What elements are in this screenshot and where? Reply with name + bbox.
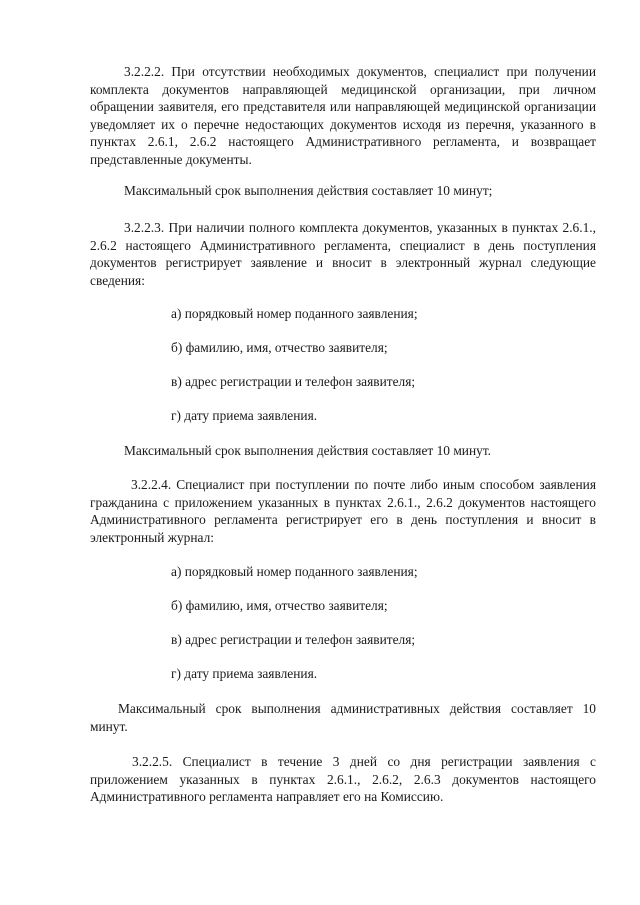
paragraph-3-2-2-2: 3.2.2.2. При отсутствии необходимых документов, специалист при получении комплекта документов направляющей медицинской организации, при личном обращении заявителя, его представителя или направляющей медицинской организации уведомляет их о перечне недостающих документов исходя из перечня, указанного в пунктах 2.6.1, 2.6.2 настоящего Административного регламента, и возвращает представленные документы.: [90, 64, 596, 167]
paragraph-3-2-2-5: 3.2.2.5. Специалист в течение 3 дней со дня регистрации заявления с приложением указанных в пунктах 2.6.1., 2.6.2, 2.6.3 документов настоящего Административного регламента направляет его на Комиссию.: [90, 754, 596, 805]
list-item-b-2: б) фамилию, имя, отчество заявителя;: [171, 598, 388, 613]
paragraph-3-2-2-3: 3.2.2.3. При наличии полного комплекта документов, указанных в пунктах 2.6.1., 2.6.2 настоящего Административного регламента, специалист в день поступления документов регистрирует заявление и вносит в электронный журнал следующие сведения:: [90, 220, 596, 288]
list-item-d-2: г) дату приема заявления.: [171, 666, 318, 681]
list-item-a-1: а) порядковый номер поданного заявления;: [171, 306, 418, 321]
paragraph-3-2-2-4: 3.2.2.4. Специалист при поступлении по почте либо иным способом заявления гражданина с приложением указанных в пунктах 2.6.1., 2.6.2 документов настоящего Административного регламента регистрирует его в день поступления и вносит в электронный журнал:: [90, 477, 596, 545]
paragraph-max-time-3: Максимальный срок выполнения административных действия составляет 10 минут.: [90, 701, 596, 734]
paragraph-max-time-1: Максимальный срок выполнения действия составляет 10 минут;: [124, 183, 493, 198]
list-item-d-1: г) дату приема заявления.: [171, 408, 318, 423]
list-item-a-2: а) порядковый номер поданного заявления;: [171, 564, 418, 579]
list-item-b-1: б) фамилию, имя, отчество заявителя;: [171, 340, 388, 355]
list-item-c-2: в) адрес регистрации и телефон заявителя;: [171, 632, 416, 647]
paragraph-max-time-2: Максимальный срок выполнения действия составляет 10 минут.: [124, 443, 492, 458]
list-item-c-1: в) адрес регистрации и телефон заявителя;: [171, 374, 416, 389]
